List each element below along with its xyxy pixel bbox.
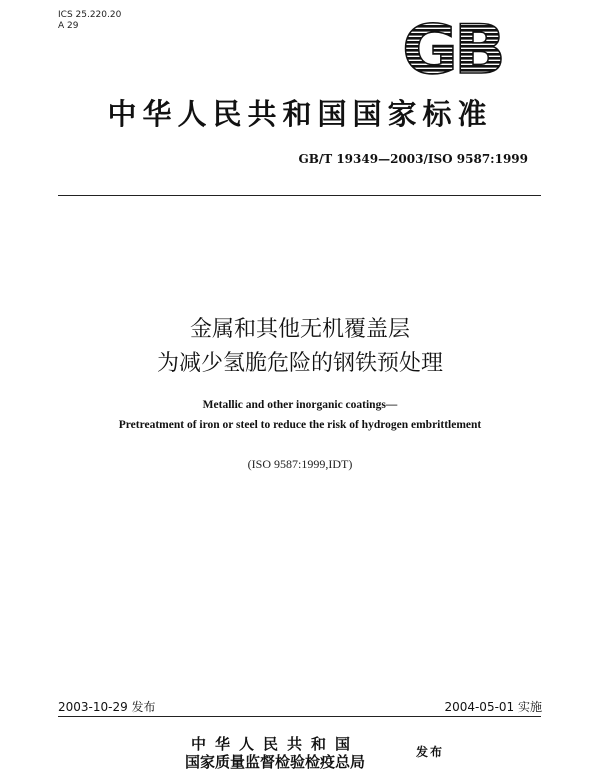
gb-logo — [392, 17, 512, 79]
issuer-line2: 国家质量监督检验检疫总局 — [184, 753, 365, 771]
issuer-line1: 中华人民共和国 — [190, 735, 359, 753]
top-divider — [58, 195, 541, 196]
issue-date: 2003-10-29 发布 — [58, 700, 156, 714]
publish-label: 发布 — [416, 745, 445, 759]
national-standard-title: 中华人民共和国国家标准 — [107, 97, 493, 131]
ics-code: ICS 25.220.20 — [58, 10, 122, 20]
standard-code: GB/T 19349—2003/ISO 9587:1999 — [298, 152, 528, 166]
bottom-divider — [58, 716, 541, 717]
implementation-date: 2004-05-01 实施 — [444, 700, 542, 714]
iso-reference: (ISO 9587:1999,IDT) — [247, 457, 353, 471]
cn-title-line2: 为减少氢脆危险的钢铁预处理 — [156, 351, 443, 376]
issuer-block — [140, 735, 410, 771]
en-title-line1: Metallic and other inorganic coatings— — [202, 399, 398, 411]
ccs-code: A 29 — [58, 21, 79, 31]
classification-codes — [58, 10, 121, 32]
cn-title-line1: 金属和其他无机覆盖层 — [189, 317, 410, 342]
gb-logo-text: GB — [402, 17, 502, 79]
en-title-line2: Pretreatment of iron or steel to reduce the risk of hydrogen embrittlement — [118, 419, 482, 431]
